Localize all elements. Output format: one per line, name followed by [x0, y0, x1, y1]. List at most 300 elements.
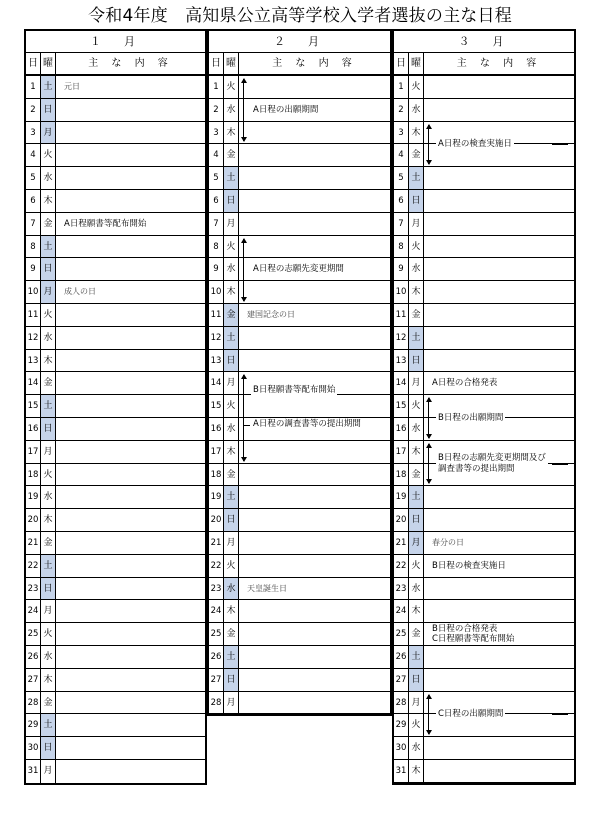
weekday: 月 [409, 213, 424, 235]
event-text [424, 600, 574, 622]
weekday-header: 曜 [224, 53, 239, 74]
weekday: 日 [409, 190, 424, 212]
event-text [56, 532, 205, 554]
day-number: 5 [209, 167, 224, 189]
period-connector [552, 464, 568, 465]
event-text [56, 99, 205, 121]
day-row [26, 236, 205, 259]
day-row [26, 486, 205, 509]
day-row [209, 692, 390, 715]
event-text [424, 213, 574, 235]
weekday: 水 [224, 258, 239, 280]
event-text [239, 350, 390, 372]
weekday: 月 [41, 600, 56, 622]
day-number: 4 [209, 144, 224, 166]
weekday: 火 [409, 76, 424, 98]
event-text [56, 258, 205, 280]
day-row [209, 509, 390, 532]
event-text [239, 509, 390, 531]
day-number: 18 [26, 464, 41, 486]
day-number: 13 [209, 350, 224, 372]
period-label: A日程の調査書等の提出期間 [253, 419, 361, 430]
weekday: 金 [224, 623, 239, 645]
day-row [26, 99, 205, 122]
day-row [26, 623, 205, 646]
period-label: A日程の出願期間 [253, 104, 319, 115]
day-number: 25 [394, 623, 409, 645]
weekday: 月 [224, 213, 239, 235]
event-text [56, 190, 205, 212]
weekday: 水 [409, 578, 424, 600]
day-row [26, 144, 205, 167]
weekday: 木 [41, 669, 56, 691]
weekday: 土 [409, 486, 424, 508]
weekday: 月 [224, 532, 239, 554]
weekday: 金 [41, 692, 56, 714]
event-text [424, 281, 574, 303]
page-title: 令和4年度 高知県公立高等学校入学者選抜の主な日程 [88, 6, 512, 26]
weekday: 日 [41, 737, 56, 759]
day-row [26, 395, 205, 418]
weekday: 金 [224, 144, 239, 166]
event-text [56, 578, 205, 600]
day-row [26, 327, 205, 350]
event-text [424, 486, 574, 508]
day-number: 1 [394, 76, 409, 98]
event-text [56, 167, 205, 189]
day-row [209, 395, 390, 418]
weekday: 金 [409, 464, 424, 486]
event-text [239, 213, 390, 235]
weekday: 金 [41, 532, 56, 554]
weekday-header: 曜 [41, 53, 56, 74]
event-text [239, 692, 390, 714]
day-number: 5 [26, 167, 41, 189]
day-row [26, 464, 205, 487]
event-text [239, 395, 390, 417]
event-text [56, 350, 205, 372]
day-row [26, 441, 205, 464]
day-row [209, 213, 390, 236]
day-row [209, 623, 390, 646]
weekday: 土 [409, 646, 424, 668]
day-row [394, 281, 574, 304]
event-text [56, 646, 205, 668]
day-number: 7 [26, 213, 41, 235]
weekday: 金 [409, 623, 424, 645]
event-text [239, 122, 390, 144]
day-number: 28 [394, 692, 409, 714]
day-row [394, 737, 574, 760]
event-text [239, 144, 390, 166]
day-row [209, 167, 390, 190]
event-text [239, 167, 390, 189]
weekday: 月 [224, 692, 239, 714]
day-number: 13 [26, 350, 41, 372]
day-row [26, 258, 205, 281]
day-number: 26 [394, 646, 409, 668]
event-text [239, 281, 390, 303]
day-number: 1 [26, 76, 41, 98]
event-text [424, 99, 574, 121]
month-february [207, 29, 392, 716]
day-rows [26, 76, 205, 783]
day-row [394, 669, 574, 692]
day-number: 9 [26, 258, 41, 280]
day-header: 日 [26, 53, 41, 74]
weekday: 月 [224, 372, 239, 394]
day-number: 25 [26, 623, 41, 645]
event-text [56, 737, 205, 759]
day-number: 19 [209, 486, 224, 508]
day-row [394, 760, 574, 783]
day-number: 12 [26, 327, 41, 349]
day-number: 30 [26, 737, 41, 759]
day-row [209, 441, 390, 464]
day-number: 11 [209, 304, 224, 326]
period-arrow [241, 79, 247, 141]
day-number: 10 [26, 281, 41, 303]
day-number: 30 [394, 737, 409, 759]
event-text [56, 464, 205, 486]
day-row [26, 532, 205, 555]
day-number: 24 [394, 600, 409, 622]
day-number: 26 [209, 646, 224, 668]
weekday: 火 [224, 395, 239, 417]
day-row [394, 532, 574, 555]
day-number: 9 [394, 258, 409, 280]
weekday: 水 [41, 646, 56, 668]
weekday: 月 [409, 692, 424, 714]
weekday: 水 [41, 486, 56, 508]
period-connector [552, 714, 568, 715]
weekday: 日 [224, 350, 239, 372]
day-row [394, 236, 574, 259]
day-number: 10 [394, 281, 409, 303]
period-arrow [241, 239, 247, 301]
weekday: 水 [41, 167, 56, 189]
period-arrow [426, 125, 432, 165]
weekday: 金 [409, 144, 424, 166]
event-text [239, 669, 390, 691]
weekday: 火 [224, 555, 239, 577]
day-number: 15 [209, 395, 224, 417]
day-number: 19 [394, 486, 409, 508]
day-number: 23 [394, 578, 409, 600]
day-header: 日 [394, 53, 409, 74]
day-row [209, 144, 390, 167]
event-text [56, 623, 205, 645]
event-text: 成人の日 [64, 287, 96, 297]
weekday: 金 [41, 372, 56, 394]
day-number: 3 [26, 122, 41, 144]
weekday: 火 [409, 714, 424, 736]
weekday: 水 [409, 737, 424, 759]
weekday: 月 [41, 441, 56, 463]
event-text [424, 509, 574, 531]
weekday: 水 [409, 99, 424, 121]
day-row [394, 509, 574, 532]
day-number: 2 [26, 99, 41, 121]
content-header: 主 な 内 容 [272, 58, 357, 69]
weekday: 木 [409, 760, 424, 782]
day-number: 18 [209, 464, 224, 486]
event-text: 春分の日 [432, 537, 464, 547]
event-text [424, 669, 574, 691]
weekday: 火 [41, 623, 56, 645]
day-row [26, 692, 205, 715]
weekday: 火 [224, 236, 239, 258]
event-text [424, 258, 574, 280]
day-rows [209, 76, 390, 714]
day-header: 日 [209, 53, 224, 74]
day-number: 20 [394, 509, 409, 531]
day-row [26, 555, 205, 578]
day-row [26, 646, 205, 669]
day-number: 17 [394, 441, 409, 463]
day-number: 31 [26, 760, 41, 783]
day-row [394, 213, 574, 236]
day-number: 16 [26, 418, 41, 440]
day-row [209, 76, 390, 99]
weekday: 木 [224, 441, 239, 463]
weekday: 日 [41, 99, 56, 121]
day-number: 21 [26, 532, 41, 554]
weekday: 木 [41, 190, 56, 212]
period-label: A日程の志願先変更期間 [253, 264, 344, 275]
event-text [56, 669, 205, 691]
day-number: 16 [209, 418, 224, 440]
day-number: 29 [394, 714, 409, 736]
day-number: 8 [26, 236, 41, 258]
day-row [394, 486, 574, 509]
day-row [394, 600, 574, 623]
day-row [26, 190, 205, 213]
day-number: 17 [209, 441, 224, 463]
day-row [209, 600, 390, 623]
month-march [392, 29, 576, 785]
day-row [394, 76, 574, 99]
day-row [209, 464, 390, 487]
event-text [239, 532, 390, 554]
weekday: 土 [224, 646, 239, 668]
month-header: ３ 月 [394, 31, 574, 53]
content-header: 主 な 内 容 [88, 58, 173, 69]
day-number: 2 [394, 99, 409, 121]
period-connector [552, 144, 568, 145]
day-number: 21 [394, 532, 409, 554]
day-row [394, 372, 574, 395]
weekday: 月 [409, 532, 424, 554]
day-row [209, 532, 390, 555]
weekday: 木 [224, 281, 239, 303]
weekday: 日 [41, 258, 56, 280]
day-number: 7 [209, 213, 224, 235]
weekday: 火 [409, 236, 424, 258]
weekday: 日 [41, 578, 56, 600]
weekday: 木 [409, 441, 424, 463]
event-text [56, 236, 205, 258]
day-number: 4 [394, 144, 409, 166]
event-text [56, 600, 205, 622]
weekday: 金 [224, 464, 239, 486]
event-text [56, 418, 205, 440]
day-number: 2 [209, 99, 224, 121]
day-number: 11 [394, 304, 409, 326]
weekday: 土 [409, 327, 424, 349]
day-row [26, 76, 205, 99]
day-number: 15 [26, 395, 41, 417]
weekday: 月 [41, 760, 56, 783]
weekday: 火 [409, 555, 424, 577]
day-row [26, 418, 205, 441]
day-number: 3 [209, 122, 224, 144]
day-row [209, 122, 390, 145]
day-row [26, 350, 205, 373]
day-row [26, 304, 205, 327]
event-text [239, 555, 390, 577]
day-row [209, 646, 390, 669]
day-number: 31 [394, 760, 409, 782]
event-text [56, 555, 205, 577]
period-label: B日程願書等配布開始 [253, 385, 336, 396]
day-number: 12 [394, 327, 409, 349]
weekday: 木 [409, 281, 424, 303]
event-text [424, 646, 574, 668]
day-number: 16 [394, 418, 409, 440]
event-text [239, 486, 390, 508]
month-january [24, 29, 207, 785]
day-number: 19 [26, 486, 41, 508]
day-number: 1 [209, 76, 224, 98]
event-text [424, 760, 574, 782]
weekday: 火 [41, 144, 56, 166]
day-row [394, 350, 574, 373]
day-row [26, 122, 205, 145]
event-text [56, 692, 205, 714]
weekday: 月 [41, 281, 56, 303]
event-text [239, 600, 390, 622]
weekday: 火 [409, 395, 424, 417]
day-number: 5 [394, 167, 409, 189]
event-text [56, 441, 205, 463]
weekday: 土 [409, 167, 424, 189]
day-row [209, 486, 390, 509]
day-number: 4 [26, 144, 41, 166]
weekday: 金 [224, 304, 239, 326]
day-rows [394, 76, 574, 783]
day-row [26, 281, 205, 304]
day-number: 6 [26, 190, 41, 212]
event-text [56, 122, 205, 144]
day-row [209, 281, 390, 304]
weekday: 木 [224, 600, 239, 622]
day-row [394, 190, 574, 213]
day-row [394, 167, 574, 190]
weekday: 日 [409, 509, 424, 531]
day-number: 20 [26, 509, 41, 531]
weekday: 水 [409, 418, 424, 440]
event-text [56, 372, 205, 394]
day-row [26, 714, 205, 737]
event-text: 天皇誕生日 [247, 583, 287, 593]
event-text [239, 623, 390, 645]
day-row [209, 350, 390, 373]
day-row [26, 737, 205, 760]
event-text [424, 327, 574, 349]
weekday: 土 [41, 76, 56, 98]
period-label: B日程の出願期間 [438, 412, 504, 423]
event-text [239, 76, 390, 98]
event-text [424, 304, 574, 326]
day-row [209, 304, 390, 327]
day-row [26, 167, 205, 190]
weekday: 土 [224, 486, 239, 508]
day-row [26, 372, 205, 395]
event-text [424, 236, 574, 258]
day-row [209, 555, 390, 578]
event-text [424, 190, 574, 212]
weekday: 土 [41, 236, 56, 258]
event-text [424, 76, 574, 98]
content-header: 主 な 内 容 [456, 58, 542, 69]
event-text [239, 327, 390, 349]
event-text [239, 236, 390, 258]
weekday: 水 [224, 418, 239, 440]
day-number: 27 [209, 669, 224, 691]
weekday: 金 [409, 304, 424, 326]
day-number: 22 [394, 555, 409, 577]
column-header [26, 53, 205, 76]
day-row [26, 578, 205, 601]
column-header [394, 53, 574, 76]
day-row [209, 578, 390, 601]
weekday: 日 [409, 350, 424, 372]
column-header [209, 53, 390, 76]
weekday: 月 [409, 372, 424, 394]
weekday: 木 [409, 600, 424, 622]
weekday: 日 [224, 669, 239, 691]
weekday: 日 [224, 509, 239, 531]
day-number: 21 [209, 532, 224, 554]
day-number: 29 [26, 714, 41, 736]
day-row [209, 190, 390, 213]
weekday: 日 [409, 669, 424, 691]
event-text: 建国記念の日 [247, 309, 295, 319]
event-text [56, 327, 205, 349]
day-row [26, 213, 205, 236]
weekday: 火 [41, 304, 56, 326]
day-number: 23 [209, 578, 224, 600]
day-number: 27 [26, 669, 41, 691]
weekday: 土 [224, 167, 239, 189]
weekday: 金 [41, 213, 56, 235]
period-label: C日程の出願期間 [438, 708, 504, 719]
event-text: A日程の合格発表 [432, 378, 498, 389]
day-number: 10 [209, 281, 224, 303]
day-number: 11 [26, 304, 41, 326]
day-number: 14 [394, 372, 409, 394]
period-arrow [426, 398, 432, 438]
day-row [394, 304, 574, 327]
event-text [56, 760, 205, 783]
day-number: 22 [26, 555, 41, 577]
day-row [26, 760, 205, 783]
event-text: A日程願書等配布開始 [64, 218, 147, 229]
day-number: 24 [209, 600, 224, 622]
weekday: 日 [224, 190, 239, 212]
weekday: 水 [41, 327, 56, 349]
